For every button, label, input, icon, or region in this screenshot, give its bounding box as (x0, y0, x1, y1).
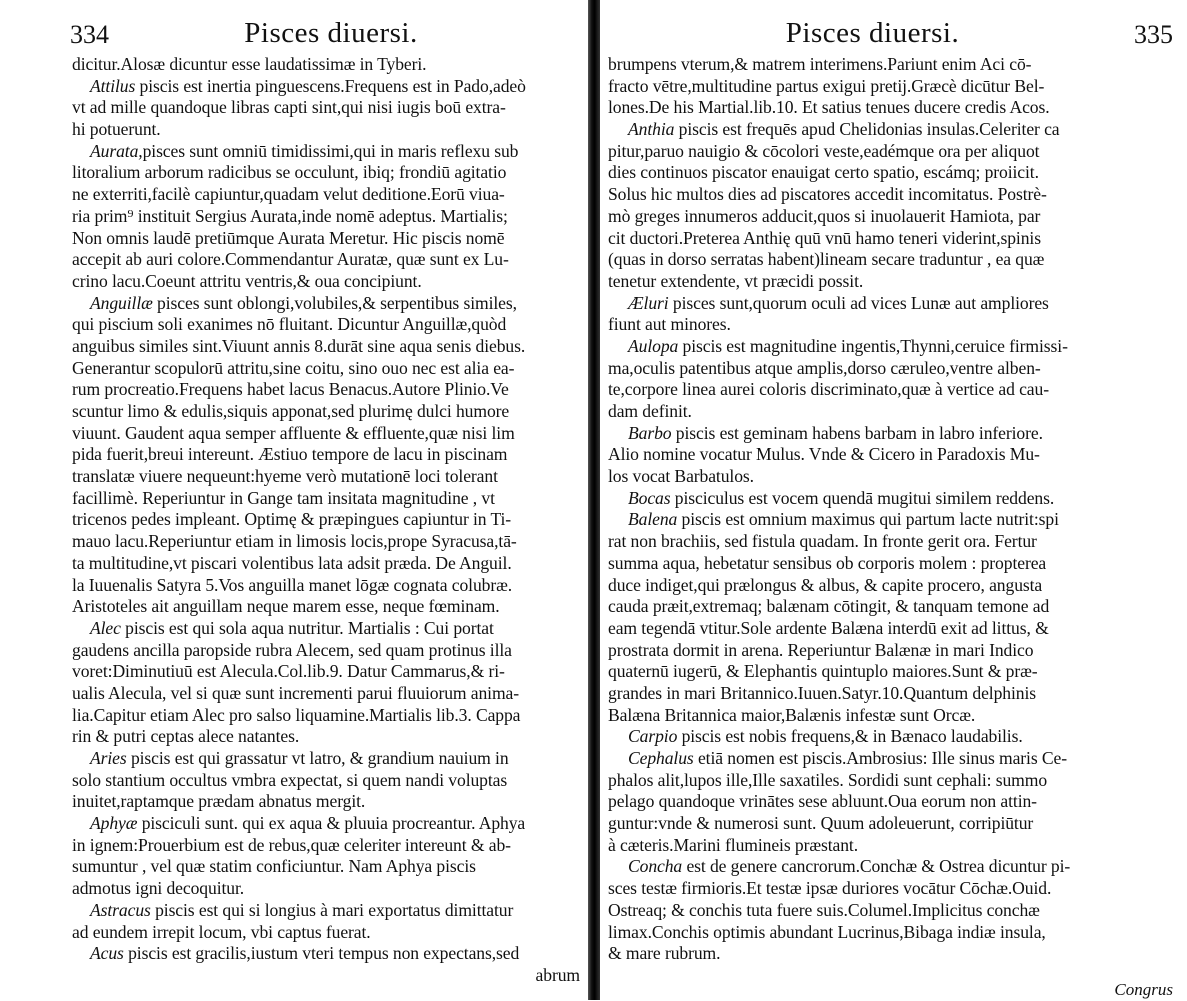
right-running-title: Pisces diuersi. (785, 17, 960, 49)
line-text: pisciculus est vocem quendā mugitui similem reddens. (670, 487, 1055, 508)
text-line (608, 271, 1173, 293)
text-line (72, 379, 580, 401)
text-line (608, 596, 1173, 618)
text-line (608, 184, 1173, 206)
line-text: Aristoteles ait anguillam neque marem esse, neque fœminam. (72, 596, 500, 617)
text-line (608, 791, 1173, 813)
line-text: Generantur scopulorū attritu,sine coitu, sino ouo nec est alia ea- (72, 357, 515, 378)
line-text: ne exterriti,facilè capiuntur,quadam velut deditione.Eorū viua- (72, 184, 505, 205)
text-line (72, 878, 580, 900)
text-line (72, 76, 580, 98)
line-text: scuntur limo & edulis,siquis apponat,sed plurimę dulci humore (72, 401, 510, 421)
text-line (72, 293, 580, 315)
right-page-text (608, 54, 1137, 965)
line-text: lia.Capitur etiam Alec pro salso liquamine.Martialis lib.3. Cappa (72, 704, 521, 725)
text-line (72, 791, 580, 813)
entry-term: Aurata, (90, 140, 143, 161)
text-line (72, 575, 580, 597)
entry-term: Bocas (628, 487, 671, 508)
text-line (72, 943, 580, 965)
text-line (608, 618, 1173, 640)
line-text: tricenos pedes impleant. Optimę & præpingues capiuntur in Ti- (72, 509, 512, 530)
text-line (72, 228, 580, 250)
text-line (608, 379, 1173, 401)
text-line (72, 726, 580, 748)
catchword: Congrus (1114, 979, 1173, 999)
text-line (608, 683, 1173, 705)
text-line (72, 683, 580, 705)
line-text: ualis Alecula, vel si quæ sunt incrementi parui fluuiorum anima- (72, 682, 520, 703)
text-line (608, 640, 1173, 662)
text-line (608, 835, 1173, 857)
text-line (72, 835, 580, 857)
text-line (72, 856, 580, 878)
line-text: pelago quandoque vrinātes sese abluunt.Oua eorum non attin- (608, 791, 1037, 812)
line-text: inuitet,raptamque prædam abnatus mergit. (72, 791, 366, 812)
text-line (608, 726, 1173, 748)
line-text: pisces sunt,quorum oculi ad vices Lunæ aut ampliores (668, 292, 1049, 313)
text-line (608, 900, 1173, 922)
text-line (72, 444, 580, 466)
text-line (72, 271, 580, 293)
line-text: pisciculi sunt. qui ex aqua & pluuia procreantur. Aphya (137, 813, 526, 834)
line-text: mò greges innumeros adducit,quos si inuolauerit Hamiota, par (608, 205, 1041, 226)
entry-term: Cephalus (628, 748, 694, 768)
line-text: fiunt aut minores. (608, 314, 731, 335)
line-text: accepit ab auri colore.Commendantur Auratæ, quæ sunt ex Lu- (72, 249, 509, 270)
text-line (608, 553, 1173, 575)
entry-term: Anthia (628, 119, 675, 140)
line-text: piscis est qui si longius à mari exportatus dimittatur (150, 899, 514, 920)
text-line (608, 293, 1173, 315)
entry-term: Aries (90, 748, 127, 768)
entry-term: Balena (628, 509, 678, 530)
text-line (72, 965, 580, 987)
line-text: ta multitudine,vt piscari volentibus lata adsit præda. De Anguil. (72, 552, 512, 573)
text-line (608, 249, 1173, 271)
line-text: (quas in dorso serratas habent)lineam secare traduntur , ea quæ (608, 249, 1045, 270)
entry-term: Acus (90, 943, 124, 964)
left-page-header (72, 18, 580, 52)
line-text: à cæteris.Marini flumineis præstant. (608, 834, 858, 855)
right-page-number: 335 (1134, 20, 1173, 49)
line-text: fracto vētre,multitudine partus exigui pretij.Græcè dicūtur Bel- (608, 75, 1045, 96)
text-line (72, 141, 580, 163)
entry-term: Barbo (628, 422, 672, 443)
line-text: facillimè. Reperiuntur in Gange tam insitata magnitudine , vt (72, 487, 495, 508)
line-text: piscis est qui sola aqua nutritur. Martialis : Cui portat (120, 617, 494, 638)
text-line (608, 575, 1173, 597)
line-text: anguibus similes sint.Viuunt annis 8.durāt sine aqua senis diebus. (72, 335, 526, 356)
left-running-title: Pisces diuersi. (244, 17, 418, 49)
line-text: qui piscium soli exanimes nō fluitant. Dicuntur Anguillæ,quòd (72, 314, 507, 335)
entry-term: Concha (628, 856, 683, 877)
text-line (72, 553, 580, 575)
line-text: los vocat Barbatulos. (608, 466, 754, 487)
line-text: litoralium arborum radicibus se occulunt, ibiq; frondiū agitatio (72, 162, 507, 183)
text-line (72, 748, 580, 770)
text-line (72, 705, 580, 727)
line-text: crino lacu.Coeunt attritu ventris,& oua concipiunt. (72, 270, 422, 291)
entry-term: Carpio (628, 726, 678, 747)
line-text: rat non brachiis, sed fistula quadam. In fronte gerit ora. Fertur (608, 531, 1037, 552)
line-text: Ostreaq; & conchis tuta fuere suis.Columel.Implicitus conchæ (608, 899, 1040, 920)
text-line (72, 770, 580, 792)
line-text: piscis est qui grassatur vt latro, & grandium nauium in (126, 748, 509, 768)
text-line (72, 813, 580, 835)
line-text: Non omnis laudē pretiūmque Aurata Meretur. Hic piscis nomē (72, 227, 505, 248)
text-line (72, 488, 580, 510)
line-text: te,corpore linea aurei coloris discriminato,quæ à vertice ad cau- (608, 379, 1049, 400)
line-text: etiā nomen est piscis.Ambrosius: Ille sinus maris Ce- (693, 748, 1067, 768)
line-text: summa aqua, hebetatur sensibus ob corporis molem : propterea (608, 552, 1047, 573)
text-line (608, 54, 1173, 76)
line-text: Solus hic multos dies ad piscatores accedit incomitatus. Postrè- (608, 184, 1047, 205)
right-page (600, 0, 1187, 1000)
text-line (72, 596, 580, 618)
line-text: rum procreatio.Frequens habet lacus Benacus.Autore Plinio.Ve (72, 379, 509, 400)
line-text: piscis est inertia pinguescens.Frequens est in Pado,adeò (135, 75, 526, 96)
line-text: piscis est nobis frequens,& in Bænaco laudabilis. (677, 726, 1023, 747)
line-text: cit ductori.Preterea Anthię quū vnū hamo teneri viderint,spinis (608, 227, 1041, 248)
line-text: piscis est frequēs apud Chelidonias insulas.Celeriter ca (674, 119, 1060, 140)
book-gutter (588, 0, 600, 1000)
entry-term: Aulopa (628, 335, 679, 356)
line-text: la Iuuenalis Satyra 5.Vos anguilla manet lōgæ cognata colubræ. (72, 574, 513, 595)
line-text: translatæ viuere nequeunt:hyeme verò mutationē loci tolerant (72, 466, 498, 487)
left-page-number: 334 (70, 20, 109, 49)
entry-term: Aphyæ (90, 813, 138, 834)
text-line (608, 141, 1173, 163)
text-line (608, 943, 1173, 965)
line-text: mauo lacu.Reperiuntur etiam in limosis locis,prope Syracusa,tā- (72, 531, 517, 552)
line-text: sumuntur , vel quæ statim conficiuntur. Nam Aphya piscis (72, 856, 476, 877)
line-text: piscis est magnitudine ingentis,Thynni,ceruice firmissi- (678, 335, 1068, 356)
text-line (72, 509, 580, 531)
text-line (72, 119, 580, 141)
right-page-header (608, 17, 1173, 52)
line-text: abrum (535, 964, 580, 985)
line-text: est de genere cancrorum.Conchæ & Ostrea dicuntur pi- (682, 856, 1071, 877)
text-line (72, 423, 580, 445)
text-line (608, 423, 1173, 445)
line-text: pitur,paruo nauigio & cōcolori veste,eadémque ora per aliquot (608, 140, 1040, 161)
text-line (72, 336, 580, 358)
line-text: dam definit. (608, 401, 692, 421)
line-text: rin & putri ceptas alece natantes. (72, 726, 300, 747)
entry-term: Æluri (628, 292, 669, 313)
line-text: ria prim⁹ instituit Sergius Aurata,inde nomē adeptus. Martialis; (72, 205, 508, 226)
line-text: dicitur.Alosæ dicuntur esse laudatissimæ in Tyberi. (72, 54, 427, 74)
line-text: gaudens ancilla paropside rubra Alecem, sed quam protinus illa (72, 639, 512, 660)
text-line (72, 466, 580, 488)
text-line (608, 466, 1173, 488)
left-page-text (72, 54, 580, 987)
text-line (72, 97, 580, 119)
text-line (72, 900, 580, 922)
line-text: vt ad mille quandoque libras capti sint,qui nisi iugis boū extra- (72, 97, 506, 118)
text-line (608, 661, 1173, 683)
text-line (608, 531, 1173, 553)
text-line (72, 640, 580, 662)
text-line (608, 444, 1173, 466)
line-text: grandes in mari Britannico.Iuuen.Satyr.10.Quantum delphinis (608, 682, 1036, 703)
text-line (608, 162, 1173, 184)
text-line (608, 878, 1173, 900)
line-text: tenetur extendente, vt præcidi possit. (608, 270, 864, 291)
text-line (608, 228, 1173, 250)
text-line (72, 54, 580, 76)
line-text: Alio nomine vocatur Mulus. Vnde & Cicero in Paradoxis Mu- (608, 444, 1040, 465)
text-line (608, 509, 1173, 531)
line-text: eam tegendā vtitur.Sole ardente Balæna interdū exit ad littus, & (608, 617, 1049, 638)
text-line (608, 813, 1173, 835)
line-text: dies continuos piscator enauigat certo spatio, escámq; proiicit. (608, 162, 1039, 183)
line-text: duce indiget,qui prælongus & albus, & capite procero, angusta (608, 574, 1043, 595)
entry-term: Astracus (90, 899, 151, 920)
text-line (608, 336, 1173, 358)
entry-term: Attilus (90, 75, 136, 96)
text-line (608, 856, 1173, 878)
line-text: solo stantium occultus vmbra expectat, si quem nandi voluptas (72, 769, 508, 790)
text-line (72, 162, 580, 184)
text-line (608, 76, 1173, 98)
text-line (608, 314, 1173, 336)
entry-term: Alec (90, 617, 121, 638)
text-line (72, 401, 580, 423)
line-text: cauda præit,extremaq; balænam cōtingit, & tanquam temone ad (608, 596, 1050, 617)
line-text: & mare rubrum. (608, 943, 721, 964)
line-text: phalos alit,lupos ille,Ille saxatiles. Sordidi sunt cephali: summo (608, 769, 1048, 790)
line-text: pisces sunt omniū timidissimi,qui in maris reflexu sub (142, 140, 519, 161)
line-text: ad eundem irrepit locum, vbi captus fuerat. (72, 921, 371, 942)
text-line (72, 531, 580, 553)
line-text: limax.Conchis optimis abundant Lucrinus,Bibaga indiæ insula, (608, 921, 1046, 942)
line-text: pida fuerit,breui intereunt. Æstiuo tempore de lacu in piscinam (72, 444, 508, 465)
line-text: ma,oculis patentibus atque amplis,dorso cæruleo,ventre alben- (608, 357, 1041, 378)
text-line (72, 314, 580, 336)
left-page (0, 0, 588, 1000)
text-line (608, 97, 1173, 119)
line-text: Balæna Britannica maior,Balænis infestæ sunt Orcæ. (608, 704, 976, 725)
text-line (608, 770, 1173, 792)
line-text: admotus igni decoquitur. (72, 878, 245, 899)
text-line (608, 488, 1173, 510)
line-text: pisces sunt oblongi,volubiles,& serpentibus similes, (152, 292, 517, 313)
line-text: hi potuerunt. (72, 119, 161, 140)
text-line (72, 618, 580, 640)
line-text: viuunt. Gaudent aqua semper affluente & effluente,quæ nisi lim (72, 422, 515, 443)
text-line (608, 922, 1173, 944)
text-line (72, 358, 580, 380)
text-line (608, 705, 1173, 727)
line-text: brumpens vterum,& matrem interimens.Pariunt enim Aci cō- (608, 54, 1032, 74)
text-line (72, 661, 580, 683)
text-line (608, 358, 1173, 380)
line-text: guntur:vnde & numerosi sunt. Quum adoleuerunt, corripiūtur (608, 813, 1034, 834)
line-text: lones.De his Martial.lib.10. Et satius tenues ducere credis Acos. (608, 97, 1050, 118)
text-line (608, 748, 1173, 770)
line-text: piscis est geminam habens barbam in labro inferiore. (671, 422, 1043, 443)
text-line (72, 922, 580, 944)
entry-term: Anguillæ (90, 292, 153, 313)
line-text: quaternū iugerū, & Elephantis quintuplo maiores.Sunt & præ- (608, 661, 1038, 682)
text-line (608, 401, 1173, 423)
line-text: in ignem:Prouerbium est de rebus,quæ celeriter intereunt & ab- (72, 834, 511, 855)
text-line (72, 249, 580, 271)
line-text: prostrata dormit in arena. Reperiuntur Balænæ in mari Indico (608, 639, 1034, 660)
text-line (608, 206, 1173, 228)
text-line (72, 206, 580, 228)
line-text: voret:Diminutiuū est Alecula.Col.lib.9. Datur Cammarus,& ri- (72, 661, 505, 682)
text-line (72, 184, 580, 206)
line-text: sces testæ firmioris.Et testæ ipsæ duriores vocātur Cōchæ.Ouid. (608, 878, 1052, 899)
text-line (608, 119, 1173, 141)
line-text: piscis est omnium maximus qui partum lacte nutrit:spi (677, 509, 1059, 530)
line-text: piscis est gracilis,iustum vteri tempus non expectans,sed (123, 943, 520, 964)
